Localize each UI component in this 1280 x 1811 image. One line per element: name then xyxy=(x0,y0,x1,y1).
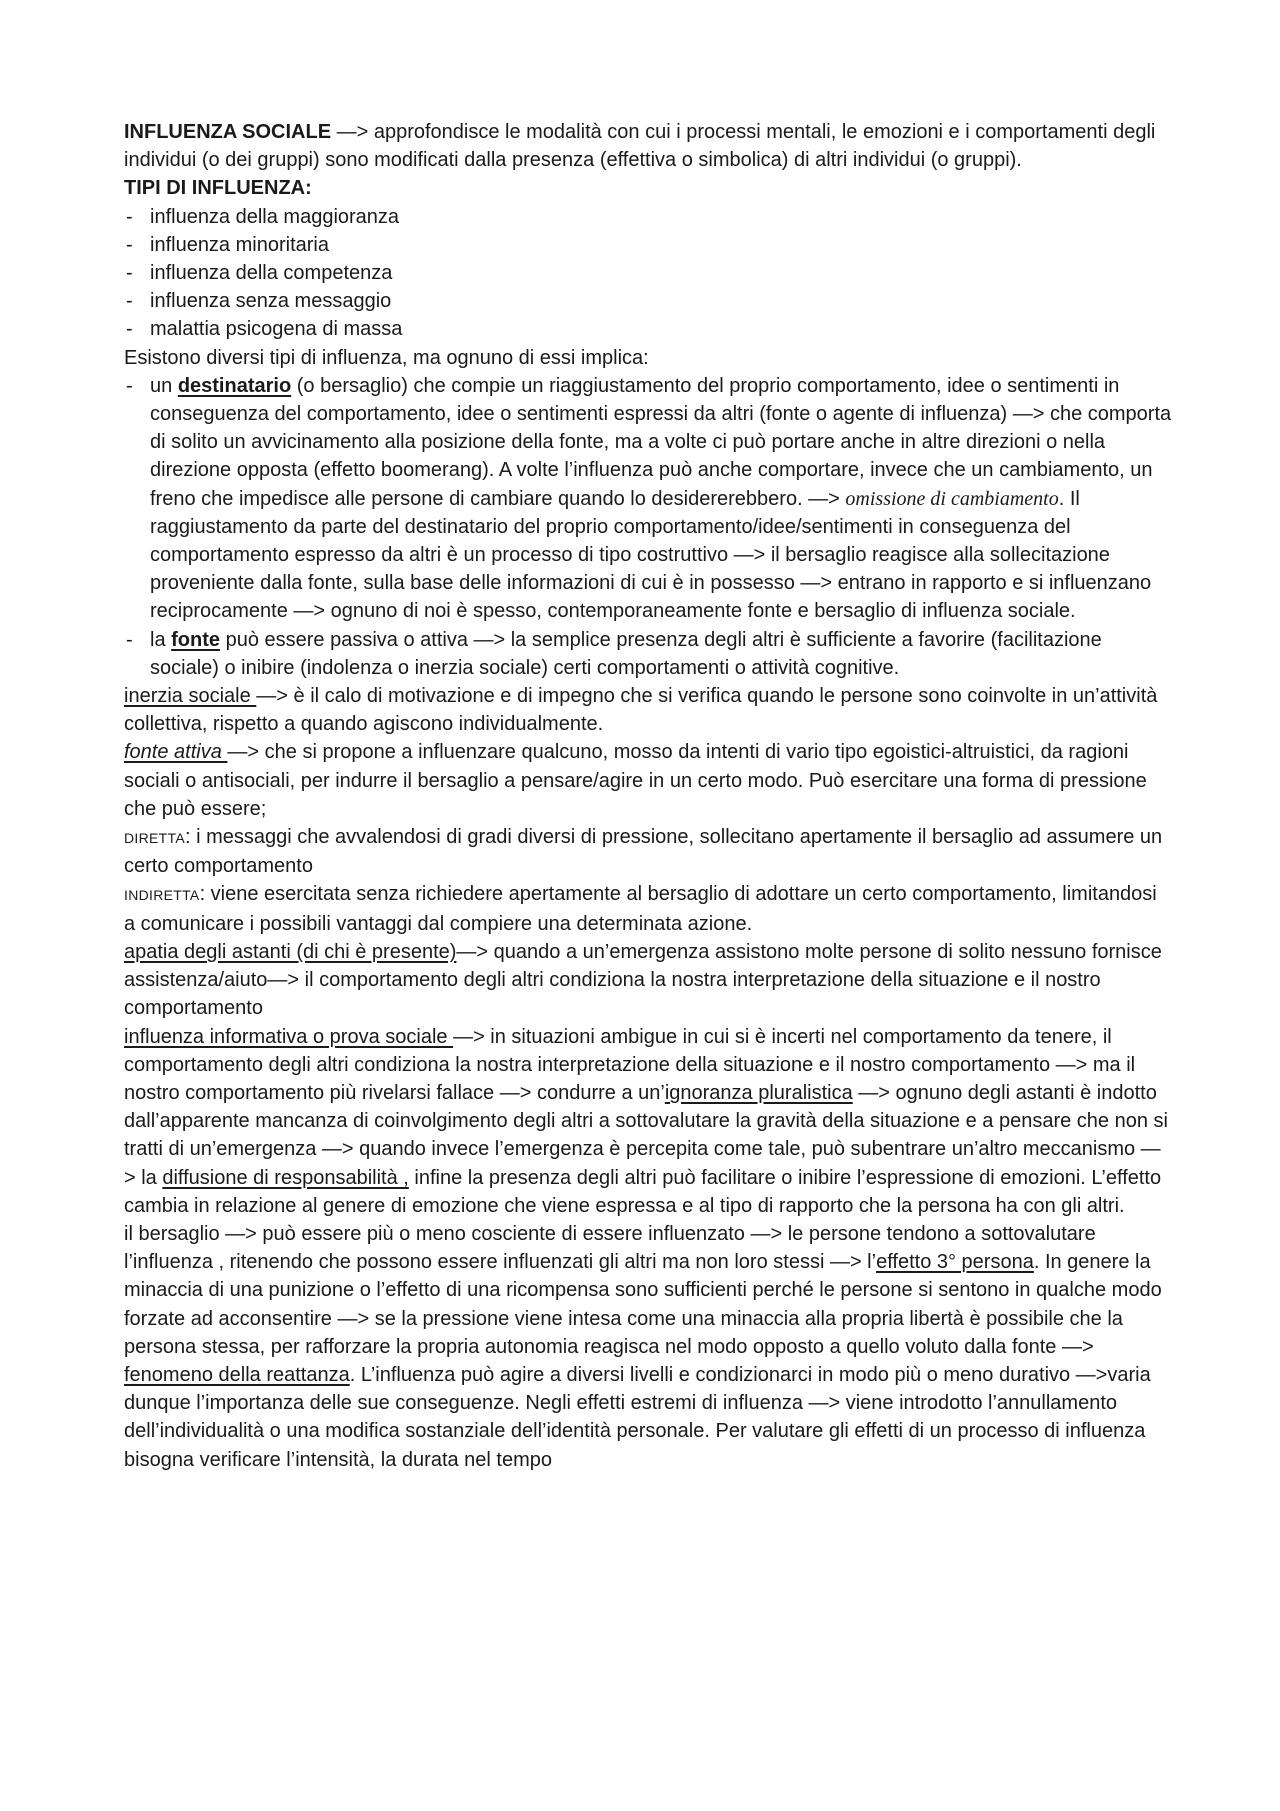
text-run: —> è il calo di motivazione e di impegno che si verifica quando le persone sono coinvolte in un’attività collettiva, rispetto a quando agiscono individualmente. xyxy=(124,685,1158,736)
omissione-term: omissione di cambiamento xyxy=(845,487,1059,510)
section-title: INFLUENZA SOCIALE xyxy=(124,121,332,143)
list-item: - influenza della competenza xyxy=(124,259,1172,287)
text-run: . Il raggiustamento da parte del destinatario del proprio comportamento/idee/sentimenti in conseguenza del comportamento espresso da altri è un processo di tipo costruttivo —> il bersaglio reagisce alla sollecitazione proveniente dalla fonte, sulla base delle informazioni di cui è in possesso —> entrano in rapporto e si influenzano reciprocamente —> ognuno di noi è spesso, contemporaneamente fonte e bersaglio di influenza sociale. xyxy=(150,487,1152,623)
text-run: : viene esercitata senza richiedere apertamente al bersaglio di adottare un certo comportamento, limitandosi a comunicare i possibili vantaggi dal compiere una determinata azione. xyxy=(124,883,1157,935)
list-item: - influenza senza messaggio xyxy=(124,287,1172,315)
fonte-item xyxy=(124,626,1172,682)
text-run: infine la presenza degli altri può facilitare o inibire l’espressione di emozioni. L’effetto cambia in relazione al genere di emozione che viene espressa e al tipo di rapporto che la persona ha con gli altri. xyxy=(124,1166,1162,1217)
text-run: —> in situazioni ambigue in cui si è incerti nel comportamento da tenere, il comportamento degli altri condiziona la nostra interpretazione della situazione e il nostro comportamento —> ma il nostro comportamento più rivelarsi fallace —> condurre a un’ xyxy=(124,1025,1136,1104)
document-page xyxy=(124,118,1172,1474)
indiretta-label: INDIRETTA xyxy=(124,887,200,904)
inerzia-paragraph xyxy=(124,682,1172,738)
text-run: un xyxy=(150,374,178,397)
implica-list xyxy=(124,372,1172,682)
effetto-terza-persona-term: effetto 3° persona xyxy=(876,1251,1034,1274)
text-run: —> quando a un’emergenza assistono molte persone di solito nessuno fornisce assistenza/aiuto—> il comportamento degli altri condiziona la nostra interpretazione della situazione e il nostro comportamento xyxy=(124,940,1162,1020)
apatia-term: apatia degli astanti (di chi è presente) xyxy=(124,940,457,963)
diretta-label: DIRETTA xyxy=(124,830,185,847)
intro-paragraph xyxy=(124,118,1172,174)
list-item: - malattia psicogena di massa xyxy=(124,315,1172,343)
text-run: . L’influenza può agire a diversi livelli e condizionarci in modo più o meno durativo —>varia dunque l’importanza delle sue conseguenze. Negli effetti estremi di influenza —> viene introdotto l’annullamento dell’individualità o una modifica sostanziale dell’identità personale. Per valutare gli effetti di un processo di influenza bisogna verificare l’intensità, la durata nel tempo xyxy=(124,1363,1151,1471)
text-run: —> ognuno degli astanti è indotto dall’apparente mancanza di coinvolgimento degli altri a sottovalutare la gravità della situazione e a pensare che non si tratti di un’emergenza —> quando invece l’emergenza è percepita come tale, può subentrare un’altro meccanismo —> la xyxy=(124,1081,1168,1189)
tipi-list xyxy=(124,203,1172,344)
text-run: la xyxy=(150,628,172,651)
destinatario-item xyxy=(124,372,1172,626)
informativa-paragraph xyxy=(124,1023,1172,1220)
text-run: . In genere la minaccia di una punizione o l’effetto di una ricompensa sono sufficienti perché le persone si sentono in qualche modo forzate ad acconsentire —> se la pressione viene intesa come una minaccia alla propria libertà è possibile che la persona stessa, per rafforzare la propria autonomia reagisca nel modo opposto a quello voluto dalla fonte —> xyxy=(124,1251,1162,1358)
indiretta-paragraph xyxy=(124,880,1172,937)
fonte-attiva-paragraph xyxy=(124,738,1172,823)
diffusione-term: diffusione di responsabilità , xyxy=(162,1166,409,1189)
bersaglio-paragraph xyxy=(124,1220,1172,1474)
diretta-paragraph xyxy=(124,823,1172,880)
ignoranza-term: ignoranza pluralistica xyxy=(664,1081,853,1104)
list-item: - influenza della maggioranza xyxy=(124,203,1172,231)
text-run: (o bersaglio) che compie un riaggiustamento del proprio comportamento, idee o sentimenti in conseguenza del comportamento, idee o sentimenti espressi da altri (fonte o agente di influenza) —> che comporta di solito un avvicinamento alla posizione della fonte, ma a volte ci può portare anche in altre direzioni o nella direzione opposta (effetto boomerang). A volte l’influenza può anche comportare, invece che un cambiamento, un freno che impedisce alle persone di cambiare quando lo desidererebbero. —> xyxy=(150,374,1172,510)
tipi-heading: TIPI DI INFLUENZA: xyxy=(124,177,312,200)
reattanza-term: fenomeno della reattanza xyxy=(124,1363,350,1386)
text-run: —> che si propone a influenzare qualcuno, mosso da intenti di vario tipo egoistici-altruistici, da ragioni sociali o antisociali, per indurre il bersaglio a pensare/agire in un certo modo. Può esercitare una forma di pressione che può essere; xyxy=(124,741,1147,820)
text-run: : i messaggi che avvalendosi di gradi diversi di pressione, sollecitano apertamente il bersaglio ad assumere un certo comportamento xyxy=(124,826,1163,878)
destinatario-term: destinatario xyxy=(177,374,292,397)
apatia-paragraph xyxy=(124,938,1172,1023)
informativa-term: influenza informativa o prova sociale xyxy=(124,1025,454,1048)
intro-text: —> approfondisce le modalità con cui i processi mentali, le emozioni e i comportamenti degli individui (o dei gruppi) sono modificati dalla presenza (effettiva o simbolica) di altri individui (o gruppi). xyxy=(124,121,1156,172)
list-item: - influenza minoritaria xyxy=(124,231,1172,259)
text-run: il bersaglio —> può essere più o meno cosciente di essere influenzato —> le persone tendono a sottovalutare l’influenza , ritenendo che possono essere influenzati gli altri ma non loro stessi —> l’ xyxy=(124,1222,1096,1274)
inerzia-term: inerzia sociale xyxy=(124,685,257,708)
fonte-attiva-term: fonte attiva xyxy=(124,741,228,764)
fonte-term: fonte xyxy=(171,628,221,651)
text-run: può essere passiva o attiva —> la semplice presenza degli altri è sufficiente a favorire (facilitazione sociale) o inibire (indolenza o inerzia sociale) certi comportamenti o attività cognitive. xyxy=(150,628,1102,679)
esistono-paragraph: Esistono diversi tipi di influenza, ma ognuno di essi implica: xyxy=(124,346,649,369)
